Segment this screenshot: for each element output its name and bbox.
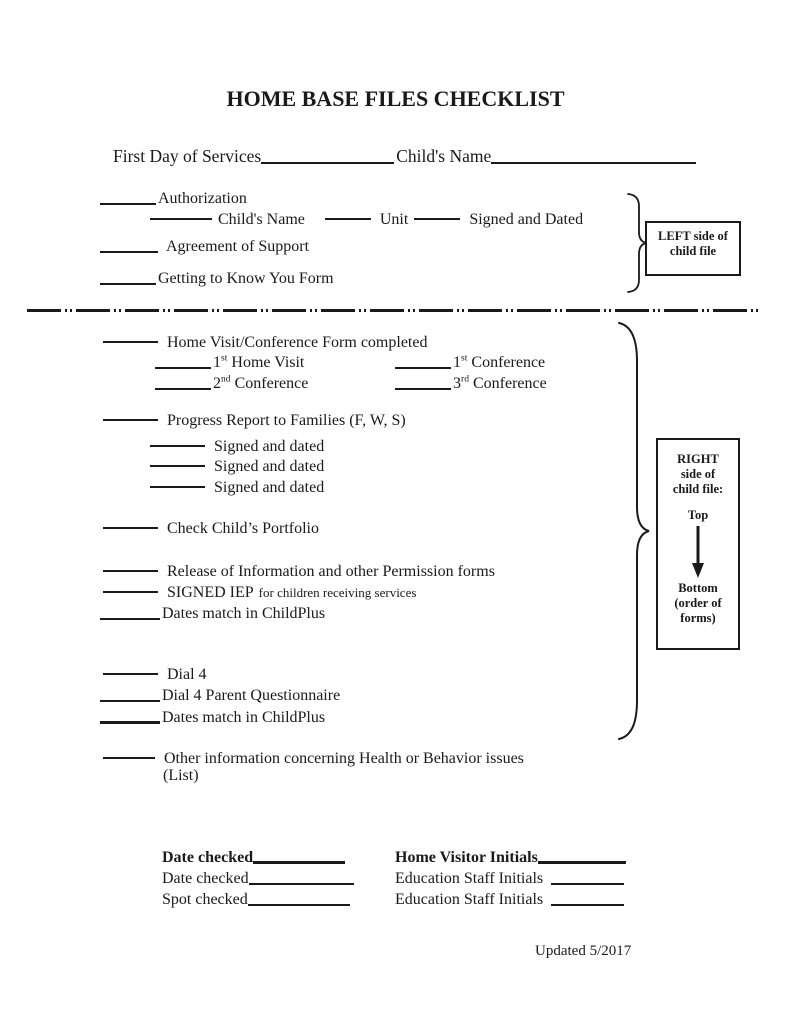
first-home-visit-blank[interactable] (155, 351, 211, 369)
progress-report-check-blank[interactable] (103, 403, 158, 421)
right-box-bottom-label: Bottom (678, 581, 718, 595)
item-getting-to-know-you (100, 265, 334, 289)
visit-cell (395, 370, 635, 394)
item-label: Signed and dated (214, 479, 325, 496)
auth-unit-label: Unit (379, 211, 409, 228)
item-label: Home Visit/Conference Form completed (167, 334, 428, 351)
first-day-of-services-label: First Day of Services (113, 145, 262, 166)
item-label: Other information concerning Health or Behavior issues (164, 750, 524, 767)
item-note: (List) (163, 767, 199, 784)
spot-checked-label: Spot checked (162, 891, 248, 908)
item-label: Agreement of Support (166, 238, 310, 255)
right-section-brace (615, 321, 653, 741)
second-conference-label: 2nd Conference (213, 373, 309, 392)
home-visitor-initials-field[interactable] (538, 845, 626, 864)
ordinal-suffix: st (221, 352, 228, 364)
right-box-line3: child file: (672, 482, 724, 496)
dial4-check-blank[interactable] (103, 657, 158, 675)
ordinal-suffix: nd (221, 373, 231, 385)
item-label: Check Child’s Portfolio (167, 520, 319, 537)
right-box-line1: RIGHT (677, 452, 719, 466)
education-staff-initials-label: Education Staff Initials (395, 891, 544, 908)
date-checked-label: Date checked (162, 870, 249, 887)
third-conference-label: 3rd Conference (453, 373, 547, 392)
right-side-of-file-box (656, 438, 740, 650)
first-day-of-services-field[interactable] (261, 144, 394, 164)
visits-row-2 (155, 370, 635, 394)
item-note: for children receiving services (258, 585, 417, 600)
item-label: Signed and dated (214, 438, 325, 455)
other-info-check-blank[interactable] (103, 741, 155, 759)
visit-cell (155, 370, 395, 394)
item-label: Dial 4 (167, 666, 207, 683)
third-conference-blank[interactable] (395, 372, 451, 390)
item-other-information-note (163, 766, 199, 786)
home-visitor-initials-label: Home Visitor Initials (395, 849, 538, 866)
date-checked-field[interactable] (253, 845, 345, 864)
item-label: Progress Report to Families (F, W, S) (167, 412, 406, 429)
item-signed-dated-3 (150, 474, 324, 498)
dial4-questionnaire-check-blank[interactable] (100, 684, 160, 702)
item-label: Authorization (158, 190, 247, 207)
spacer (658, 497, 738, 508)
ordinal-suffix: st (461, 352, 468, 364)
date-checked-field[interactable] (249, 867, 354, 885)
item-label: Signed and dated (214, 458, 325, 475)
item-dates-match-1 (100, 600, 325, 624)
left-box-line1: LEFT side of (658, 229, 728, 243)
authorization-detail-row (150, 206, 583, 230)
iep-check-blank[interactable] (103, 575, 158, 593)
auth-signed-label: Signed and Dated (469, 211, 584, 228)
header-fields (113, 142, 698, 166)
education-staff-initials-field[interactable] (551, 867, 624, 885)
item-label: Getting to Know You Form (158, 270, 334, 287)
left-side-of-file-box (645, 221, 741, 276)
item-label: Dial 4 Parent Questionnaire (162, 687, 341, 704)
signoff-left-cell (162, 886, 395, 910)
home-visit-check-blank[interactable] (103, 325, 158, 343)
down-arrow-icon (691, 526, 705, 578)
release-check-blank[interactable] (103, 554, 158, 572)
dates-match-check-blank[interactable] (100, 705, 160, 724)
item-progress-report (103, 407, 406, 431)
signed-dated-blank[interactable] (150, 449, 205, 467)
auth-child-name-label: Child's Name (218, 211, 305, 228)
first-conference-blank[interactable] (395, 351, 451, 369)
first-conference-label: 1st Conference (453, 352, 546, 371)
item-label: Dates match in ChildPlus (162, 709, 326, 726)
section-divider (27, 309, 760, 312)
auth-unit-blank[interactable] (325, 202, 371, 220)
auth-child-name-blank[interactable] (150, 202, 212, 220)
signed-dated-blank[interactable] (150, 429, 205, 447)
getting-to-know-check-blank[interactable] (100, 267, 156, 285)
agreement-check-blank[interactable] (100, 235, 158, 253)
updated-date: Updated 5/2017 (535, 943, 632, 959)
signed-dated-blank[interactable] (150, 470, 205, 488)
right-box-order-line1: (order of (674, 596, 722, 610)
spot-checked-field[interactable] (248, 888, 350, 906)
dates-match-check-blank[interactable] (100, 602, 160, 620)
left-box-line2: child file (669, 244, 717, 258)
item-label: Release of Information and other Permission forms (167, 563, 495, 580)
document-title: HOME BASE FILES CHECKLIST (226, 86, 565, 111)
item-label: Dates match in ChildPlus (162, 605, 326, 622)
education-staff-initials-field[interactable] (551, 888, 624, 906)
date-checked-label: Date checked (162, 849, 254, 866)
auth-signed-blank[interactable] (414, 202, 460, 220)
portfolio-check-blank[interactable] (103, 511, 158, 529)
ordinal-suffix: rd (461, 373, 469, 385)
education-staff-initials-label: Education Staff Initials (395, 870, 544, 887)
item-dates-match-2 (100, 703, 325, 728)
right-box-order-line2: forms) (680, 611, 716, 625)
first-home-visit-label: 1st Home Visit (213, 352, 305, 371)
item-check-portfolio (103, 515, 319, 539)
child-name-field[interactable] (491, 144, 696, 164)
second-conference-blank[interactable] (155, 372, 211, 390)
right-box-line2: side of (680, 467, 716, 481)
item-label: SIGNED IEP (167, 584, 254, 601)
authorization-check-blank[interactable] (100, 187, 156, 205)
child-name-label: Child's Name (396, 145, 492, 166)
right-box-top-label: Top (687, 508, 709, 522)
signoff-row-3 (162, 886, 626, 910)
item-agreement-of-support (100, 233, 309, 257)
